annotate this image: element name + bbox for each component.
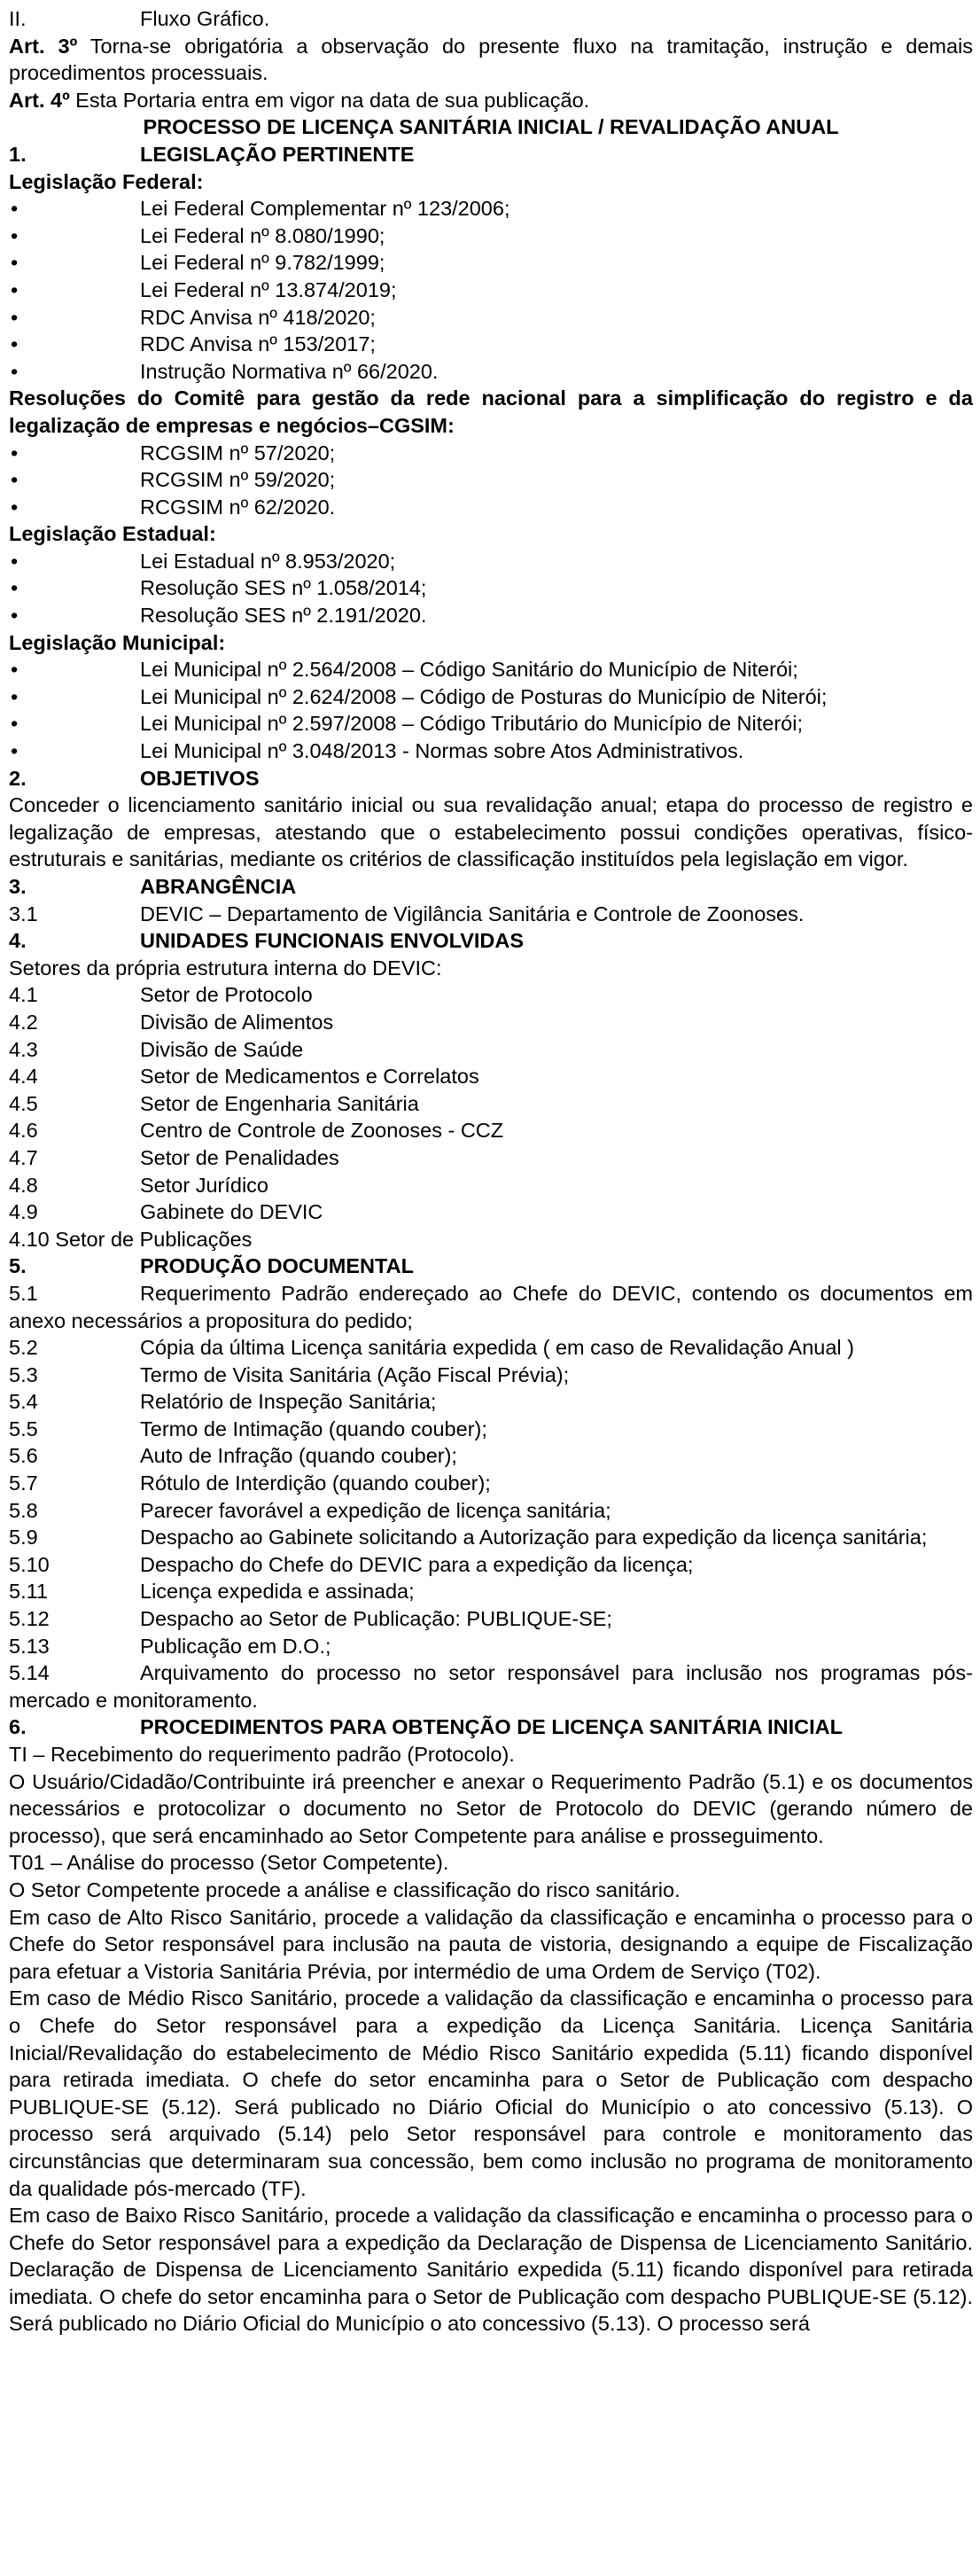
section-1-heading — [9, 141, 973, 168]
task-t01: T01 – Análise do processo (Setor Competente). — [9, 1851, 449, 1875]
document-item-number: 5.4 — [9, 1390, 38, 1414]
section-2-number: 2. — [9, 766, 27, 790]
unit-item — [9, 1144, 973, 1172]
bullet-icon: • — [11, 658, 19, 682]
document-item — [9, 1470, 973, 1497]
bullet-text: Lei Federal nº 8.080/1990; — [140, 223, 385, 247]
bullet-text: Lei Federal Complementar nº 123/2006; — [140, 197, 510, 221]
bullet-icon: • — [11, 332, 19, 356]
section-3-heading — [9, 873, 973, 901]
cgsim-list — [9, 440, 973, 521]
document-item-number: 5.11 — [9, 1580, 48, 1604]
art-3 — [9, 33, 973, 87]
document-item-text: Termo de Visita Sanitária (Ação Fiscal Prévia); — [140, 1362, 570, 1386]
document-item-number: 5.10 — [9, 1552, 50, 1576]
unit-item — [9, 981, 973, 1009]
bullet-text: Lei Municipal nº 3.048/2013 - Normas sobre Atos Administrativos. — [140, 739, 744, 763]
item-ii-number: II. — [9, 7, 27, 30]
bullet-text: RCGSIM nº 59/2020; — [140, 468, 336, 492]
unit-item-number: 4.5 — [9, 1091, 38, 1115]
section-3-title: ABRANGÊNCIA — [140, 875, 297, 898]
bullet-item — [9, 249, 973, 277]
bullet-text: Instrução Normativa nº 66/2020. — [140, 359, 439, 383]
document-item-number: 5.6 — [9, 1444, 38, 1468]
document-item-text: Rótulo de Interdição (quando couber); — [140, 1471, 491, 1495]
document-item-number: 5.3 — [9, 1362, 38, 1386]
document-item — [9, 1551, 973, 1579]
document-item-text: Cópia da última Licença sanitária expedida ( em caso de Revalidação Anual ) — [140, 1336, 854, 1360]
bullet-icon: • — [11, 197, 19, 221]
document-item — [9, 1497, 973, 1525]
item-ii — [9, 5, 973, 33]
unit-item-text: Setor Jurídico — [140, 1173, 268, 1197]
unit-item — [9, 1063, 973, 1090]
objectives-paragraph: Conceder o licenciamento sanitário inicial ou sua revalidação anual; etapa do processo de registro e legalização de empresas, atestando que o estabelecimento possui condições operativas, físico-estruturais e sanitárias, mediante os critérios de classificação instituídos pela legislação em vigor. — [9, 793, 973, 871]
unit-item-text: Divisão de Saúde — [140, 1037, 304, 1061]
bullet-icon: • — [11, 739, 19, 763]
unit-item-number: 4.8 — [9, 1173, 38, 1197]
unit-item — [9, 1090, 973, 1118]
art-4 — [9, 87, 973, 114]
document-item — [9, 1388, 973, 1416]
bullet-icon: • — [11, 251, 19, 275]
municipal-list — [9, 656, 973, 764]
document-item-number: 5.12 — [9, 1607, 50, 1631]
bullet-text: Resolução SES nº 2.191/2020. — [140, 604, 427, 628]
bullet-icon: • — [11, 441, 19, 464]
section-1-title: LEGISLAÇÃO PERTINENTE — [140, 142, 415, 166]
bullet-icon: • — [11, 604, 19, 628]
bullet-item — [9, 304, 973, 332]
procedure-paragraph-high-risk: Em caso de Alto Risco Sanitário, procede a validação da classificação e encaminha o processo para o Chefe do Setor responsável para inclusão na pauta de vistoria, designando a equipe de Fiscalização para efetuar a Vistoria Sanitária Prévia, por intermédio de uma Ordem de Serviço (T02). — [9, 1905, 973, 1983]
bullet-text: Lei Federal nº 13.874/2019; — [140, 277, 397, 301]
bullet-icon: • — [11, 305, 19, 329]
document-item-number: 5.8 — [9, 1498, 38, 1522]
section-2-heading — [9, 765, 973, 792]
document-item-text: Parecer favorável a expedição de licença sanitária; — [140, 1498, 611, 1522]
unit-item-text: Setor de Engenharia Sanitária — [140, 1091, 419, 1115]
unit-item — [9, 1172, 973, 1199]
art-3-label: Art. 3º — [9, 34, 78, 58]
unit-item — [9, 1198, 973, 1226]
procedure-paragraph-1: O Usuário/Cidadão/Contribuinte irá preencher e anexar o Requerimento Padrão (5.1) e os documentos necessários e protocolizar o documento no Setor de Protocolo do DEVIC (gerando número de processo), que será encaminhado ao Setor Competente para análise e prosseguimento. — [9, 1769, 973, 1847]
bullet-text: RCGSIM nº 57/2020; — [140, 441, 336, 464]
document-item-text: Despacho ao Gabinete solicitando a Autorização para expedição da licença sanitária; — [140, 1526, 928, 1550]
section-4-heading — [9, 927, 973, 955]
bullet-text: Lei Estadual nº 8.953/2020; — [140, 549, 396, 573]
bullet-icon: • — [11, 549, 19, 573]
unit-item-number: 4.9 — [9, 1200, 38, 1224]
cgsim-heading: Resoluções do Comitê para gestão da rede nacional para a simplificação do registro e da legalização de empresas e negócios–CGSIM: — [9, 386, 973, 437]
unit-item-number: 4.3 — [9, 1037, 38, 1061]
bullet-item — [9, 574, 973, 602]
bullet-icon: • — [11, 684, 19, 708]
section-1-number: 1. — [9, 142, 27, 166]
bullet-item — [9, 683, 973, 711]
document-item — [9, 1416, 973, 1443]
document-item — [9, 1524, 973, 1551]
bullet-item — [9, 738, 973, 765]
unit-item-text: Divisão de Alimentos — [140, 1010, 334, 1034]
municipal-heading: Legislação Municipal: — [9, 630, 226, 654]
bullet-item — [9, 466, 973, 494]
document-item-number: 5.2 — [9, 1336, 38, 1360]
document-item — [9, 1280, 973, 1334]
bullet-text: Lei Federal nº 9.782/1999; — [140, 251, 385, 275]
bullet-item — [9, 277, 973, 304]
unit-item — [9, 1036, 973, 1064]
document-item-text: Termo de Intimação (quando couber); — [140, 1417, 487, 1440]
scope-item-number: 3.1 — [9, 902, 38, 925]
unit-item-number: 4.1 — [9, 983, 38, 1007]
unit-item — [9, 1117, 973, 1144]
document-item-text: Licença expedida e assinada; — [140, 1580, 415, 1604]
units-list — [9, 981, 973, 1225]
document-item-number: 5.14 — [9, 1661, 50, 1685]
bullet-icon: • — [11, 495, 19, 519]
bullet-text: Lei Municipal nº 2.624/2008 – Código de Posturas do Município de Niterói; — [140, 684, 828, 708]
document-item — [9, 1578, 973, 1605]
bullet-icon: • — [11, 223, 19, 247]
unit-item-text: Setor de Penalidades — [140, 1145, 339, 1169]
document-item-number: 5.7 — [9, 1471, 38, 1495]
section-5-number: 5. — [9, 1254, 27, 1278]
art-4-label: Art. 4º — [9, 88, 70, 112]
procedure-paragraph-2: O Setor Competente procede a análise e classificação do risco sanitário. — [9, 1877, 681, 1901]
document-item-number: 5.1 — [9, 1281, 38, 1305]
document-title: PROCESSO DE LICENÇA SANITÁRIA INICIAL / REVALIDAÇÃO ANUAL — [143, 115, 839, 139]
document-item — [9, 1334, 973, 1362]
item-ii-text: Fluxo Gráfico. — [140, 7, 270, 30]
bullet-icon: • — [11, 277, 19, 301]
art-4-text: Esta Portaria entra em vigor na data de sua publicação. — [69, 88, 590, 112]
procedure-paragraph-low-risk: Em caso de Baixo Risco Sanitário, procede a validação da classificação e encaminha o processo para o Chefe do Setor responsável para a expedição da Declaração de Dispensa de Licenciamento Sanitário. Declaração de Dispensa de Licenciamento Sanitário expedida (5.11) ficando disponível para retirada imediata. O chefe do setor encaminha para o Setor de Publicação com despacho PUBLIQUE-SE (5.12). Será publicado no Diário Oficial do Município o ato concessivo (5.13). O processo será — [9, 2204, 973, 2336]
unit-item-number: 4.4 — [9, 1065, 38, 1089]
document-item-number: 5.5 — [9, 1417, 38, 1440]
section-3-number: 3. — [9, 875, 27, 898]
document-item-number: 5.9 — [9, 1526, 38, 1550]
document-item-number: 5.13 — [9, 1634, 50, 1658]
bullet-item — [9, 222, 973, 250]
section-2-title: OBJETIVOS — [140, 766, 260, 790]
document-item-text: Publicação em D.O.; — [140, 1634, 331, 1658]
document-item — [9, 1633, 973, 1660]
unit-item-text: Gabinete do DEVIC — [140, 1200, 323, 1224]
section-5-title: PRODUÇÃO DOCUMENTAL — [140, 1254, 414, 1278]
unit-item-number: 4.7 — [9, 1145, 38, 1169]
scope-item — [9, 901, 973, 928]
art-3-text: Torna-se obrigatória a observação do presente fluxo na tramitação, instrução e demais procedimentos processuais. — [9, 34, 974, 85]
document-item-text: Arquivamento do processo no setor responsável para inclusão nos programas pós-mercado e monitoramento. — [9, 1661, 973, 1712]
bullet-item — [9, 440, 973, 467]
bullet-text: RCGSIM nº 62/2020. — [140, 495, 336, 519]
bullet-text: RDC Anvisa nº 153/2017; — [140, 332, 376, 356]
units-last-item: 4.10 Setor de Publicações — [9, 1227, 253, 1251]
units-intro: Setores da própria estrutura interna do DEVIC: — [9, 956, 442, 980]
document-item — [9, 1362, 973, 1389]
document-item-text: Requerimento Padrão endereçado ao Chefe do DEVIC, contendo os documentos em anexo necessários a propositura do pedido; — [9, 1281, 973, 1332]
bullet-text: RDC Anvisa nº 418/2020; — [140, 305, 376, 329]
bullet-text: Lei Municipal nº 2.564/2008 – Código Sanitário do Município de Niterói; — [140, 658, 798, 682]
unit-item — [9, 1009, 973, 1036]
estadual-heading: Legislação Estadual: — [9, 522, 216, 546]
section-6-number: 6. — [9, 1715, 27, 1739]
bullet-text: Resolução SES nº 1.058/2014; — [140, 576, 427, 600]
document-item — [9, 1605, 973, 1633]
unit-item-text: Centro de Controle de Zoonoses - CCZ — [140, 1119, 504, 1143]
bullet-icon: • — [11, 468, 19, 492]
document-item — [9, 1442, 973, 1470]
documents-list — [9, 1280, 973, 1714]
bullet-item — [9, 548, 973, 575]
unit-item-number: 4.2 — [9, 1010, 38, 1034]
bullet-item — [9, 710, 973, 738]
estadual-list — [9, 548, 973, 629]
section-6-heading — [9, 1713, 973, 1741]
bullet-icon: • — [11, 359, 19, 383]
section-4-title: UNIDADES FUNCIONAIS ENVOLVIDAS — [140, 929, 525, 953]
federal-heading: Legislação Federal: — [9, 169, 204, 193]
task-ti: TI – Recebimento do requerimento padrão (Protocolo). — [9, 1743, 515, 1766]
bullet-icon: • — [11, 576, 19, 600]
procedure-paragraph-medium-risk: Em caso de Médio Risco Sanitário, procede a validação da classificação e encaminha o processo para o Chefe do Setor responsável para a expedição da Licença Sanitária. Licença Sanitária Inicial/Revalidação do estabelecimento de Médio Risco Sanitário expedida (5.11) ficando disponível para retirada imediata. O chefe do setor encaminha para o Setor de Publicação com despacho PUBLIQUE-SE (5.12). Será publicado no Diário Oficial do Município o ato concessivo (5.13). O processo será arquivado (5.14) pelo Setor responsável para controle e monitoramento das circunstâncias que determinaram sua concessão, bem como inclusão no programa de monitoramento da qualidade pós-mercado (TF). — [9, 1987, 973, 2200]
scope-item-text: DEVIC – Departamento de Vigilância Sanitária e Controle de Zoonoses. — [140, 902, 805, 925]
bullet-item — [9, 602, 973, 629]
unit-item-text: Setor de Medicamentos e Correlatos — [140, 1065, 479, 1089]
bullet-item — [9, 358, 973, 386]
document-item — [9, 1659, 973, 1713]
bullet-item — [9, 494, 973, 521]
bullet-item — [9, 656, 973, 683]
bullet-text: Lei Municipal nº 2.597/2008 – Código Tributário do Município de Niterói; — [140, 712, 803, 736]
section-4-number: 4. — [9, 929, 27, 953]
unit-item-number: 4.6 — [9, 1119, 38, 1143]
section-5-heading — [9, 1253, 973, 1280]
document-item-text: Despacho ao Setor de Publicação: PUBLIQUE-SE; — [140, 1607, 612, 1631]
section-6-title: PROCEDIMENTOS PARA OBTENÇÃO DE LICENÇA SANITÁRIA INICIAL — [140, 1715, 843, 1739]
federal-list — [9, 195, 973, 385]
bullet-item — [9, 331, 973, 358]
bullet-item — [9, 195, 973, 222]
bullet-icon: • — [11, 712, 19, 736]
document-item-text: Auto de Infração (quando couber); — [140, 1444, 457, 1468]
document-item-text: Relatório de Inspeção Sanitária; — [140, 1390, 437, 1414]
unit-item-text: Setor de Protocolo — [140, 983, 313, 1007]
document-item-text: Despacho do Chefe do DEVIC para a expedição da licença; — [140, 1552, 694, 1576]
